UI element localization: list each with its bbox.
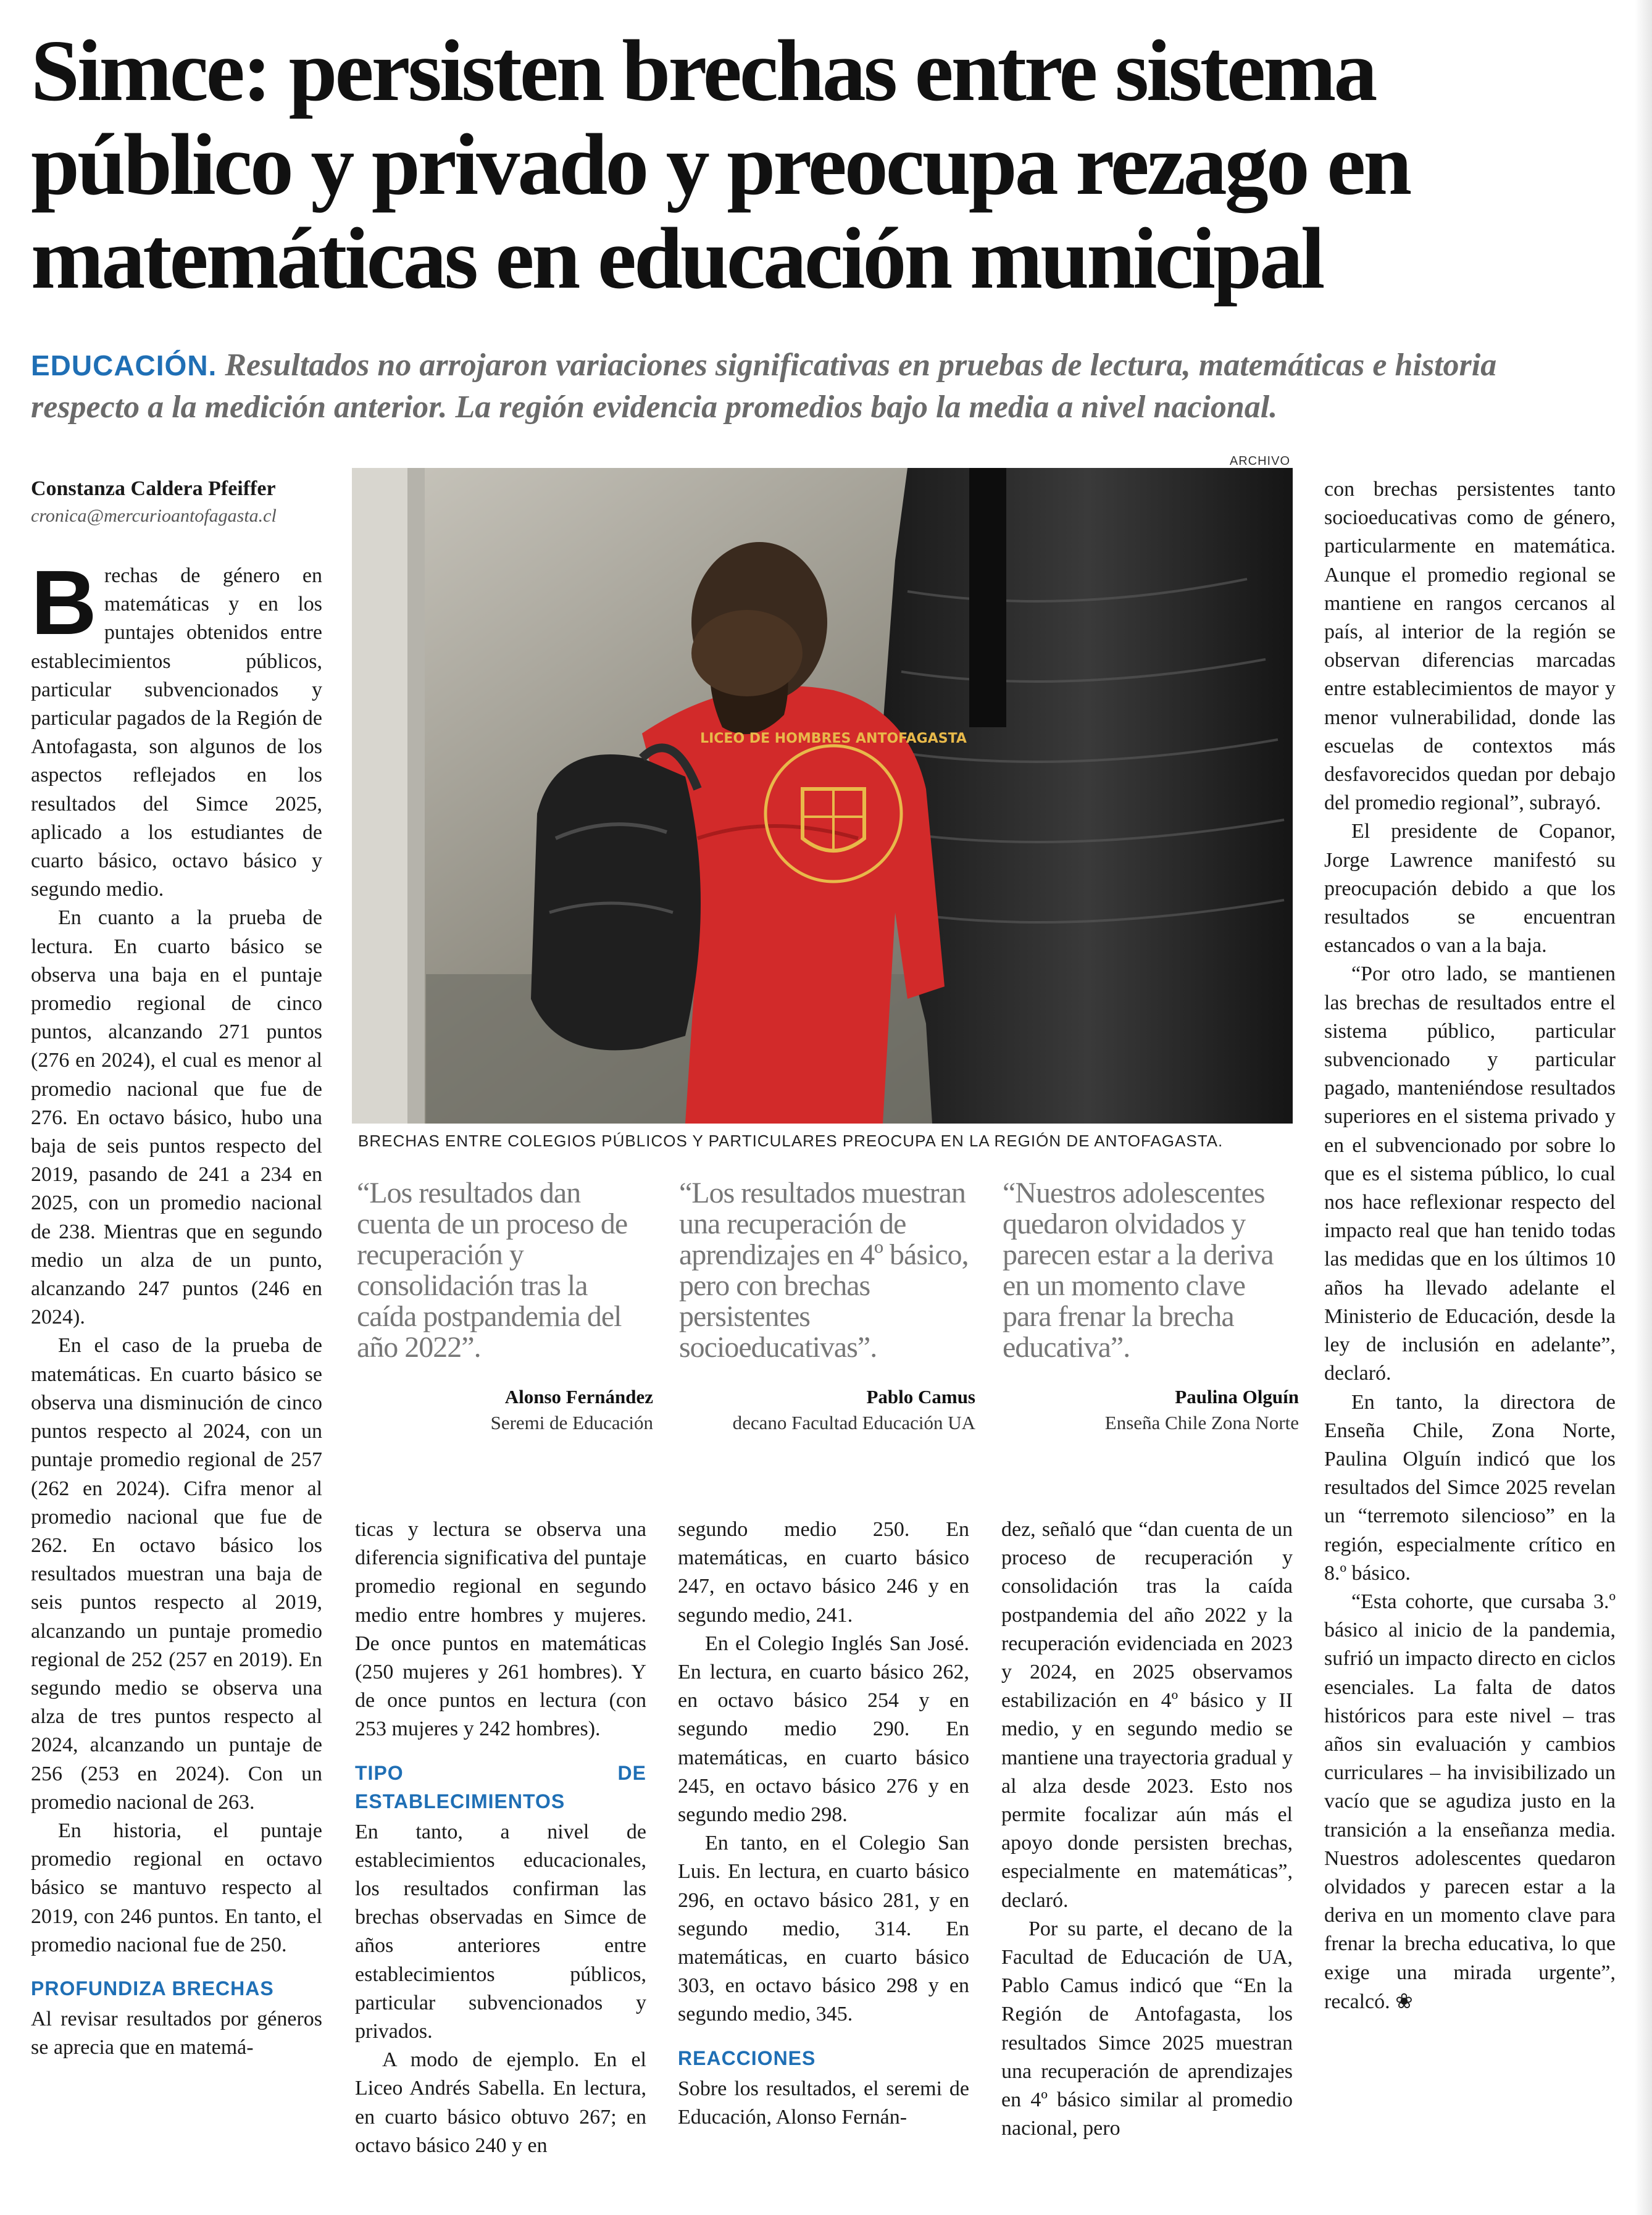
quote-text: “Nuestros adolescentes quedaron olvidados y parecen estar a la deriva en un momento clave para frenar la brecha educativa”. xyxy=(1003,1177,1274,1364)
column-3 xyxy=(678,1516,969,2132)
paragraph: En tanto, la directora de Enseña Chile, Zona Norte, Paulina Olguín indicó que los resultados del Simce 2025 revelan un “terremoto silencioso” en la región, especialmente crítico en 8.º básico. xyxy=(1324,1390,1616,1585)
pull-quote xyxy=(357,1178,653,1436)
pull-quote xyxy=(1003,1178,1299,1436)
quote-role: decano Facultad Educación UA xyxy=(732,1412,975,1433)
subhead-tipo-establecimientos: TIPO DE ESTABLECIMIENTOS xyxy=(355,1761,646,1812)
dropcap: B xyxy=(31,552,97,654)
paragraph: Sobre los resultados, el seremi de Educación, Alonso Fernán- xyxy=(678,2077,969,2129)
author-name: Constanza Caldera Pfeiffer xyxy=(31,477,276,500)
quote-author: Alonso Fernández xyxy=(504,1386,653,1408)
paragraph: En tanto, a nivel de establecimientos educacionales, los resultados confirman las brechas observadas en Simce de años anteriores entre establecimientos públicos, particular subvencionados y privados. xyxy=(355,1820,646,2043)
pull-quote xyxy=(679,1178,975,1436)
author-email: cronica@mercurioantofagasta.cl xyxy=(31,506,277,526)
paragraph: En cuanto a la prueba de lectura. En cuarto básico se observa una baja en el puntaje promedio regional de cinco puntos, alcanzando 271 puntos (276 en 2024), el cual es menor al promedio nacional que fue de 276. En octavo básico, hubo una baja de seis puntos respecto del 2019, pasando de 241 a 234 en 2025, con un promedio nacional de 238. Mientras que en segundo medio un alza de un punto, alcanzando 247 puntos (246 en 2024). xyxy=(31,906,322,1329)
paragraph: A modo de ejemplo. En el Liceo Andrés Sabella. En lectura, en cuarto básico obtuvo 267; en octavo básico 240 y en xyxy=(355,2048,646,2157)
paragraph: En el Colegio Inglés San José. En lectura, en cuarto básico 262, en octavo básico 254 y en segundo medio 290. En matemáticas, en cuarto básico 245, en octavo básico 276 y en segundo medio 298. xyxy=(678,1632,969,1827)
column-4 xyxy=(1001,1516,1293,2143)
quote-author: Pablo Camus xyxy=(866,1386,975,1408)
photo-credit: ARCHIVO xyxy=(1229,454,1290,468)
paragraph: Brechas de género en matemáticas y en los puntajes obtenidos entre establecimientos públicos, particular subvencionados y particular pagados de la Región de Antofagasta, son algunos de los aspectos reflejados en los resultados del Simce 2025, aplicado a los estudiantes de cuarto básico, octavo básico y segundo medio. xyxy=(31,552,322,901)
paragraph: Por su parte, el decano de la Facultad de Educación de UA, Pablo Camus indicó que “En la Región de Antofagasta, los resultados Simce 2025 muestran una recuperación de aprendizajes en 4º básico similar al promedio nacional, pero xyxy=(1001,1917,1293,2140)
quote-author: Paulina Olguín xyxy=(1175,1386,1299,1408)
paragraph: El presidente de Copanor, Jorge Lawrence manifestó su preocupación debido a que los resultados se encuentran estancados o van a la baja. xyxy=(1324,820,1616,957)
paragraph: con brechas persistentes tanto socioeducativas como de género, particularmente en matemática. Aunque el promedio regional se mantiene en rangos cercanos al país, al interior de la región se observan diferencias marcadas entre establecimientos de mayor y menor vulnerabilidad, donde las escuelas de contextos más desfavorecidos quedan por debajo del promedio regional”, subrayó. xyxy=(1324,478,1616,815)
column-5 xyxy=(1324,475,1616,2016)
paragraph: dez, señaló que “dan cuenta de un proceso de recuperación y consolidación tras la caída postpandemia del año 2022 y la recuperación evidenciada en 2023 y 2024, en 2025 observamos estabilización en 4º básico y II medio, y en segundo medio se mantiene una trayectoria gradual y al alza desde 2023. Esto nos permite focalizar aún más el apoyo donde persisten brechas, especialmente en matemáticas”, declaró. xyxy=(1001,1518,1293,1912)
column-2 xyxy=(355,1516,646,2160)
paragraph: En el caso de la prueba de matemáticas. En cuarto básico se observa una disminución de cinco puntos respecto al 2024, con un puntaje promedio regional de 257 (262 en 2024). Cifra menor al promedio nacional que fue de 262. En octavo básico los resultados muestran una baja de seis puntos respecto al 2019, alcanzando un puntaje promedio regional de 252 (257 en 2019). En segundo medio se observa una alza de tres puntos respecto al 2024, alcanzando un puntaje de 256 (253 en 2024). Con un promedio nacional de 263. xyxy=(31,1334,322,1814)
page-edge xyxy=(1635,0,1652,2215)
paragraph: “Por otro lado, se mantienen las brechas de resultados entre el sistema público, particular subvencionado y particular pagado, manteniéndose resultados superiores en el sistema privado y en el subvencionado por sobre lo que es el sistema público, lo cual nos hace reflexionar respecto del impacto real que han tenido todas las medidas que en los últimos 10 años ha llevado adelante el Ministerio de Educación, desde la ley de inclusión en adelante”, declaró. xyxy=(1324,962,1616,1385)
subhead-profundiza-brechas: PROFUNDIZA BRECHAS xyxy=(31,1977,274,2000)
column-1 xyxy=(31,552,322,2062)
section-label: EDUCACIÓN. xyxy=(31,349,217,382)
paragraph: segundo medio 250. En matemáticas, en cuarto básico 247, en octavo básico 246 y en segundo medio, 241. xyxy=(678,1518,969,1627)
paragraph: “Esta cohorte, que cursaba 3.º básico al inicio de la pandemia, sufrió un impacto directo en ciclos esenciales. La falta de datos históricos para este nivel – tras años sin evaluación y cambios curriculares – ha invisibilizado un vacío que se agudiza justo en la transición a la enseñanza media. Nuestros adolescentes quedaron olvidados y parecen estar a la deriva en un momento clave para frenar la brecha educativa, lo que exige una mirada urgente”, recalcó. ❀ xyxy=(1324,1590,1616,2014)
photo-illustration xyxy=(352,468,1293,1124)
quote-role: Seremi de Educación xyxy=(490,1412,653,1433)
paragraph: ticas y lectura se observa una diferencia significativa del puntaje promedio regional en segundo medio entre hombres y mujeres. De once puntos en matemáticas (250 mujeres y 261 hombres). Y de once puntos en lectura (con 253 mujeres y 242 hombres). xyxy=(355,1518,646,1741)
patch-text: LICEO DE HOMBRES ANTOFAGASTA xyxy=(700,731,967,746)
subhead-reacciones: REACCIONES xyxy=(678,2046,816,2069)
paragraph: Al revisar resultados por géneros se aprecia que en matemá- xyxy=(31,2007,322,2059)
paragraph: En tanto, en el Colegio San Luis. En lectura, en cuarto básico 296, en octavo básico 281, y en segundo medio, 314. En matemáticas, en cuarto básico 303, en octavo básico 298 y en segundo medio, 345. xyxy=(678,1832,969,2026)
quote-role: Enseña Chile Zona Norte xyxy=(1104,1412,1299,1433)
end-mark-icon: ❀ xyxy=(1395,1988,1413,2014)
deck xyxy=(31,344,1611,428)
byline xyxy=(31,475,327,530)
quote-text: “Los resultados dan cuenta de un proceso de recuperación y consolidación tras la caída postpandemia del año 2022”. xyxy=(357,1177,628,1364)
quote-text: “Los resultados muestran una recuperación de aprendizajes en 4º básico, pero con brechas persistentes socioeducativas”. xyxy=(679,1177,969,1364)
article-photo xyxy=(352,468,1293,1124)
deck-text: Resultados no arrojaron variaciones significativas en pruebas de lectura, matemáticas e historia respecto a la medición anterior. La región evidencia promedios bajo la media a nivel nacional. xyxy=(31,348,1497,425)
headline: Simce: persisten brechas entre sistema público y privado y preocupa rezago en matemáticas en educación municipal xyxy=(31,22,1410,307)
adult-figure xyxy=(883,468,1293,1124)
paragraph: En historia, el puntaje promedio regional en octavo básico se mantuvo respecto al 2019, con 246 puntos. En tanto, el promedio nacional fue de 250. xyxy=(31,1819,322,1956)
photo-caption: BRECHAS ENTRE COLEGIOS PÚBLICOS Y PARTICULARES PREOCUPA EN LA REGIÓN DE ANTOFAGASTA. xyxy=(358,1132,1224,1150)
